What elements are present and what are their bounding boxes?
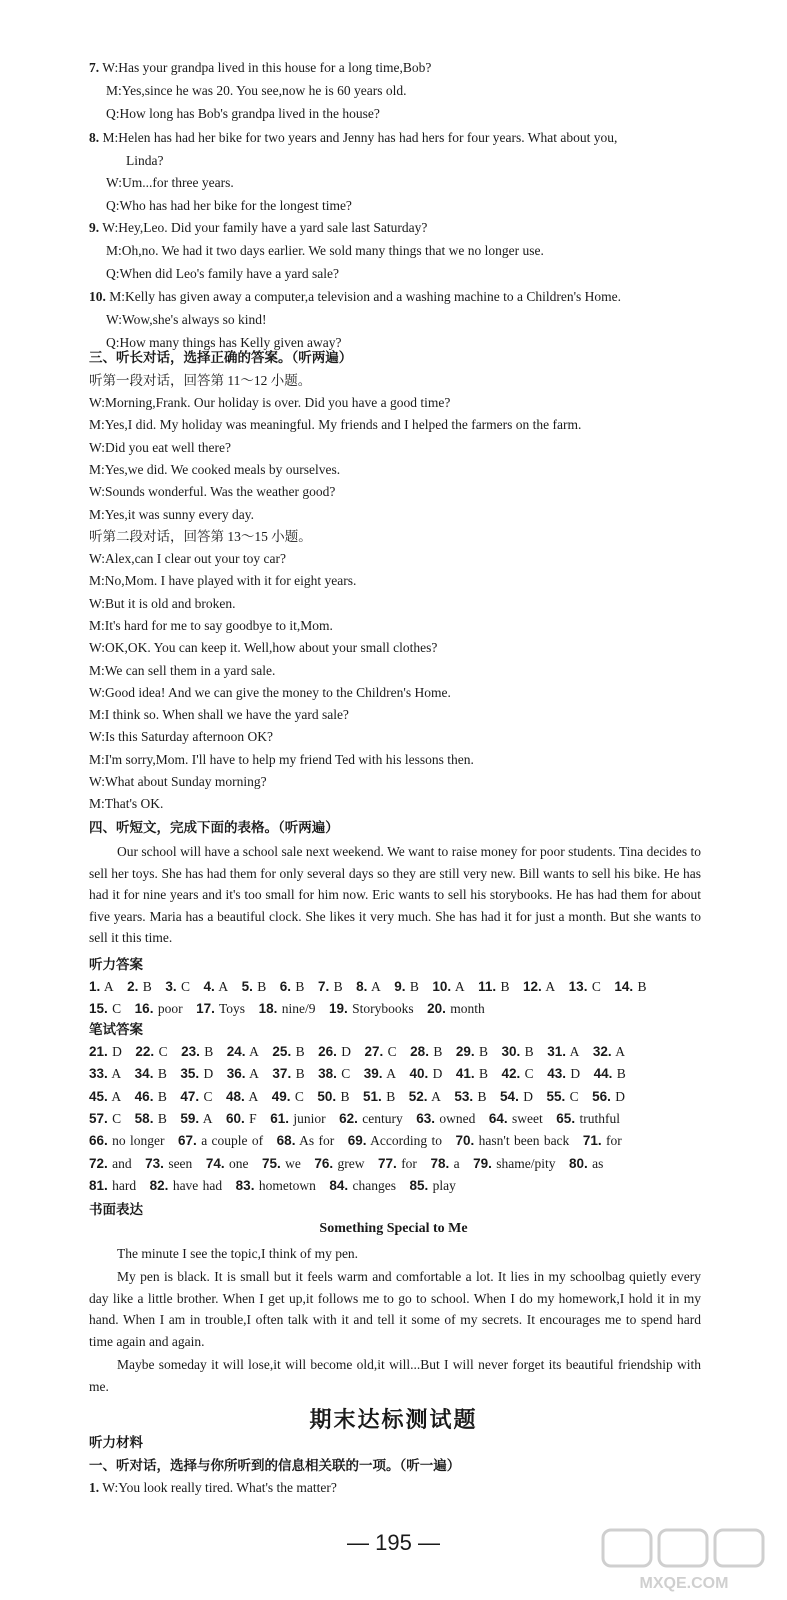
answer-number: 6. <box>279 979 292 994</box>
answer-value: D <box>341 1044 351 1059</box>
answer-value: poor <box>157 1001 183 1016</box>
answer-value: as <box>592 1155 604 1171</box>
answer-number: 63. <box>416 1110 436 1126</box>
answer-value: C <box>180 979 190 994</box>
speaker-label: M: <box>102 130 119 145</box>
answer-number: 54. <box>500 1088 519 1104</box>
answer-value: B <box>409 979 419 994</box>
answer-number: 69. <box>347 1133 367 1149</box>
dialogue-text: When did Leo's family have a yard sale? <box>119 266 339 281</box>
answer-value: D <box>615 1088 626 1104</box>
answer-value: A <box>202 1110 213 1126</box>
answer-value: changes <box>352 1177 396 1193</box>
dialogue-text: How long has Bob's grandpa lived in the house? <box>119 106 380 121</box>
answer-number: 71. <box>582 1133 602 1149</box>
answer-number: 37. <box>272 1066 292 1082</box>
answer-number: 33. <box>89 1066 108 1082</box>
answer-number: 19. <box>328 1001 348 1016</box>
dialogue-text: Kelly has given away a computer,a television and a washing machine to a Children's Home. <box>125 289 622 304</box>
dialogue-line <box>126 151 163 171</box>
answer-value: D <box>570 1066 581 1082</box>
answer-value: sweet <box>512 1110 543 1126</box>
conversation-line: M:Yes,we did. We cooked meals by ourselves. <box>89 461 341 477</box>
answer-row <box>89 1042 625 1062</box>
answer-value: grew <box>337 1155 365 1171</box>
conversation-line: M:Yes,I did. My holiday was meaningful. My friends and I helped the farmers on the farm. <box>89 417 582 433</box>
answer-number: 39. <box>363 1066 383 1082</box>
answer-value: B <box>340 1088 350 1104</box>
conversation-line: W:Good idea! And we can give the money to the Children's Home. <box>89 684 451 700</box>
answer-value: play <box>432 1177 456 1193</box>
answer-number: 31. <box>547 1044 566 1059</box>
answer-number: 47. <box>180 1088 200 1104</box>
answer-value: A <box>386 1066 396 1082</box>
conversation-line: W:OK,OK. You can keep it. Well,how about your small clothes? <box>89 640 438 656</box>
dialogue-line <box>89 218 427 238</box>
answer-number: 77. <box>378 1155 397 1171</box>
answer-value: D <box>432 1066 443 1082</box>
question-number: 1. <box>89 1480 100 1495</box>
page-number: — 195 — <box>347 1530 440 1555</box>
dialogue-text: How many things has Kelly given away? <box>119 335 342 350</box>
conversation-line: M:I'm sorry,Mom. I'll have to help my friend Ted with his lessons then. <box>89 751 474 767</box>
answer-row <box>89 999 485 1019</box>
speaker-label: Q: <box>106 198 120 213</box>
answer-value: truthful <box>579 1110 620 1126</box>
answer-number: 60. <box>226 1110 245 1126</box>
essay-title: Something Special to Me <box>319 1221 468 1236</box>
answer-value: C <box>524 1066 534 1082</box>
answer-number: 57. <box>89 1110 108 1126</box>
answer-value: A <box>218 979 229 994</box>
answer-value: Toys <box>219 1001 246 1016</box>
answer-number: 14. <box>614 979 634 994</box>
answer-number: 80. <box>569 1155 588 1171</box>
writing-title: 书面表达 <box>89 1202 143 1218</box>
final-test-title: 期末达标测试题 <box>309 1407 478 1433</box>
answer-number: 9. <box>394 979 406 994</box>
answer-value: F <box>249 1110 257 1126</box>
answer-value: no longer <box>112 1133 165 1149</box>
answer-number: 21. <box>89 1044 108 1059</box>
answer-value: B <box>500 979 510 994</box>
answer-number: 2. <box>127 979 139 994</box>
answer-number: 5. <box>241 979 253 994</box>
answer-value: A <box>569 1044 580 1059</box>
dialogue-text: Who has had her bike for the longest time? <box>119 198 352 213</box>
answer-value: B <box>295 1066 305 1082</box>
answer-number: 85. <box>409 1177 429 1193</box>
answer-number: 41. <box>455 1066 475 1082</box>
section4-title: 四、听短文，完成下面的表格。（听两遍） <box>89 820 339 836</box>
dialogue-text: Helen has had her bike for two years and Jenny has had hers for four years. What about you, <box>118 130 618 145</box>
answer-value: have had <box>172 1177 223 1193</box>
final-question-1 <box>89 1478 337 1498</box>
answer-number: 75. <box>261 1155 281 1171</box>
answer-number: 81. <box>89 1177 108 1193</box>
answer-number: 55. <box>546 1088 566 1104</box>
answer-value: C <box>203 1088 213 1104</box>
answer-number: 50. <box>317 1088 337 1104</box>
section3-sub2: 听第二段对话，回答第 13～15 小题。 <box>89 529 312 544</box>
answer-number: 65. <box>556 1110 576 1126</box>
answer-value: D <box>112 1044 122 1059</box>
answer-number: 67. <box>178 1133 197 1149</box>
answer-value: Storybooks <box>352 1001 414 1016</box>
answer-value: B <box>157 1066 167 1082</box>
answer-value: B <box>479 1066 489 1082</box>
answer-number: 7. <box>317 979 330 994</box>
answer-value: C <box>294 1088 304 1104</box>
answer-value: C <box>341 1066 351 1082</box>
answer-row <box>89 1131 622 1151</box>
answer-value: C <box>158 1044 168 1059</box>
watermark-logo <box>599 1524 769 1594</box>
answer-number: 29. <box>455 1044 475 1059</box>
answer-value: for <box>605 1133 622 1149</box>
speaker-label: W: <box>106 312 122 327</box>
essay-paragraph-3: Maybe someday it will lose,it will become old,it will...But I will never forget its beautiful friendship with me. <box>89 1357 701 1394</box>
answer-number: 15. <box>89 1001 108 1016</box>
conversation-line: W:Did you eat well there? <box>89 439 231 455</box>
answer-number: 82. <box>149 1177 169 1193</box>
speaker-label: M: <box>109 289 126 304</box>
section3-sub1: 听第一段对话，回答第 11～12 小题。 <box>89 373 312 388</box>
answer-row <box>89 1154 603 1174</box>
conversation-line: W:Alex,can I clear out your toy car? <box>89 551 287 566</box>
answer-number: 43. <box>547 1066 566 1082</box>
speaker-label: M: <box>106 83 122 98</box>
speaker-label: W: <box>102 60 119 75</box>
answer-value: According to <box>370 1133 442 1149</box>
conversation-line: W:Sounds wonderful. Was the weather good? <box>89 484 336 500</box>
answer-value: B <box>142 979 152 994</box>
answer-value: D <box>523 1088 533 1104</box>
answer-number: 66. <box>89 1133 108 1149</box>
dialogue-text: Yes,since he was 20. You see,now he is 60 years old. <box>121 83 407 98</box>
answer-value: B <box>433 1044 443 1059</box>
question-text: W:You look really tired. What's the matter? <box>102 1480 337 1495</box>
speaker-label: M: <box>106 243 122 258</box>
conversation-line: M:No,Mom. I have played with it for eight years. <box>89 573 357 589</box>
dialogue-text: Linda? <box>126 153 164 168</box>
answer-number: 32. <box>592 1044 612 1059</box>
answer-number: 36. <box>226 1066 246 1082</box>
answer-number: 42. <box>501 1066 521 1082</box>
answer-number: 10. <box>432 979 452 994</box>
final-section1-title: 一、听对话，选择与你所听到的信息相关联的一项。（听一遍） <box>89 1458 461 1474</box>
answer-number: 48. <box>226 1088 245 1104</box>
answer-number: 11. <box>478 979 497 994</box>
answer-value: B <box>477 1088 487 1104</box>
answer-value: C <box>387 1044 397 1059</box>
answer-value: B <box>295 1044 305 1059</box>
dialogue-text: Um...for three years. <box>122 175 234 190</box>
answer-number: 35. <box>180 1066 200 1082</box>
answer-number: 12. <box>523 979 542 994</box>
answer-number: 68. <box>276 1133 296 1149</box>
answer-value: A <box>111 1088 122 1104</box>
answer-value: C <box>112 1001 122 1016</box>
dialogue-line <box>106 310 266 330</box>
answer-number: 28. <box>410 1044 429 1059</box>
dialogue-line <box>89 128 617 148</box>
answer-number: 72. <box>89 1155 108 1171</box>
conversation-line: M:Yes,it was sunny every day. <box>89 506 254 522</box>
watermark-text: MXQE.COM <box>639 1575 729 1592</box>
speaker-label: Q: <box>106 335 120 350</box>
answer-number: 38. <box>318 1066 337 1082</box>
answer-value: nine/9 <box>281 1001 316 1016</box>
answer-value: A <box>249 1044 259 1059</box>
question-number: 10. <box>89 289 106 304</box>
answer-number: 56. <box>592 1088 611 1104</box>
answer-value: a <box>453 1155 460 1171</box>
question-number: 7. <box>89 60 100 75</box>
answer-number: 26. <box>318 1044 337 1059</box>
dialogue-text: Has your grandpa lived in this house for a long time,Bob? <box>118 60 432 75</box>
answer-value: hard <box>112 1177 137 1193</box>
answer-number: 16. <box>134 1001 154 1016</box>
answer-number: 52. <box>408 1088 428 1104</box>
answer-value: B <box>257 979 267 994</box>
answer-value: A <box>371 979 381 994</box>
answer-value: we <box>285 1155 301 1171</box>
answer-value: and <box>112 1155 132 1171</box>
conversation-line: W:What about Sunday morning? <box>89 774 267 789</box>
answer-number: 79. <box>473 1155 492 1171</box>
listening-material-label: 听力材料 <box>89 1435 143 1451</box>
answer-number: 1. <box>89 979 101 994</box>
answer-number: 34. <box>134 1066 154 1082</box>
answer-number: 64. <box>488 1110 508 1126</box>
section4-passage: Our school will have a school sale next weekend. We want to raise money for poor students. Tina decides to sell her toys. She has had them for only several days so they are still very new. Bill wants to sell his bike. He has had it for nine years and it's too small for him now. Eric wants to sell his storybooks. He has had them for about five years. Maria has a beautiful clock. She likes it very much. She has had it for just a month. But she wants to sell it this time. <box>89 844 701 945</box>
answer-number: 76. <box>314 1155 334 1171</box>
dialogue-line <box>106 81 407 101</box>
answer-value: junior <box>293 1110 326 1126</box>
answer-value: D <box>203 1066 214 1082</box>
answer-value: a couple of <box>201 1133 264 1149</box>
answer-value: A <box>545 979 556 994</box>
answer-number: 62. <box>339 1110 358 1126</box>
answer-value: B <box>157 1088 167 1104</box>
dialogue-text: Wow,she's always so kind! <box>122 312 267 327</box>
listening-answers-title: 听力答案 <box>89 957 143 973</box>
answer-value: seen <box>168 1155 193 1171</box>
conversation-line: M:We can sell them in a yard sale. <box>89 662 276 678</box>
answer-row <box>89 1064 626 1084</box>
conversation-line: M:I think so. When shall we have the yard sale? <box>89 707 349 723</box>
answer-value: B <box>616 1066 626 1082</box>
answer-row <box>89 1176 456 1196</box>
question-number: 9. <box>89 220 100 235</box>
answer-value: for <box>401 1155 417 1171</box>
speaker-label: Q: <box>106 266 120 281</box>
answer-number: 51. <box>363 1088 382 1104</box>
answer-value: hasn't been back <box>478 1133 570 1149</box>
essay-paragraph-2: My pen is black. It is small but it feels warm and comfortable a lot. It lies in my schoolbag quietly every day like a little brother. When I get up,it follows me to go to school. When I do my homework,I hold it in my hand. When I am in trouble,I often talk with it and tell it some of my secrets. It encourages me to spend hard time again and again. <box>89 1269 701 1349</box>
answer-number: 84. <box>329 1177 349 1193</box>
answer-number: 58. <box>134 1110 154 1126</box>
answer-value: A <box>249 1066 259 1082</box>
answer-value: A <box>111 1066 122 1082</box>
dialogue-text: Hey,Leo. Did your family have a yard sale last Saturday? <box>118 220 428 235</box>
answer-number: 78. <box>430 1155 450 1171</box>
speaker-label: Q: <box>106 106 120 121</box>
dialogue-line <box>106 264 339 284</box>
answer-number: 18. <box>258 1001 278 1016</box>
answer-value: A <box>431 1088 441 1104</box>
speaker-label: W: <box>102 220 119 235</box>
answer-row <box>89 977 647 997</box>
answer-number: 44. <box>593 1066 613 1082</box>
answer-value: As for <box>299 1133 335 1149</box>
answer-value: C <box>569 1088 579 1104</box>
answer-number: 83. <box>235 1177 255 1193</box>
answer-value: B <box>157 1110 167 1126</box>
answer-value: A <box>248 1088 259 1104</box>
answer-number: 17. <box>196 1001 215 1016</box>
answer-number: 3. <box>165 979 177 994</box>
answer-number: 40. <box>409 1066 429 1082</box>
answer-number: 27. <box>364 1044 384 1059</box>
conversation-line: W:Is this Saturday afternoon OK? <box>89 729 273 745</box>
answer-value: hometown <box>258 1177 316 1193</box>
conversation-line: W:Morning,Frank. Our holiday is over. Did you have a good time? <box>89 395 451 410</box>
answer-number: 46. <box>134 1088 154 1104</box>
answer-value: one <box>228 1155 249 1171</box>
answer-value: C <box>591 979 601 994</box>
answer-value: B <box>479 1044 489 1059</box>
answer-number: 22. <box>135 1044 155 1059</box>
dialogue-line <box>106 196 352 216</box>
answer-row <box>89 1087 625 1107</box>
speaker-label: W: <box>106 175 122 190</box>
answer-value: B <box>333 979 343 994</box>
answer-number: 23. <box>181 1044 200 1059</box>
answer-value: shame/pity <box>496 1155 556 1171</box>
answer-value: B <box>524 1044 534 1059</box>
answer-value: B <box>637 979 647 994</box>
conversation-line: M:That's OK. <box>89 796 164 812</box>
question-number: 8. <box>89 130 100 145</box>
section3-title: 三、听长对话，选择正确的答案。（听两遍） <box>89 350 353 366</box>
answer-value: A <box>103 979 114 994</box>
answer-number: 30. <box>501 1044 521 1059</box>
dialogue-line <box>89 287 621 307</box>
answer-number: 8. <box>356 979 368 994</box>
answer-value: B <box>386 1088 396 1104</box>
answer-number: 13. <box>568 979 588 994</box>
answer-number: 53. <box>454 1088 474 1104</box>
written-answers-title: 笔试答案 <box>89 1022 143 1038</box>
answer-value: A <box>615 1044 626 1059</box>
answer-value: B <box>204 1044 214 1059</box>
dialogue-text: Oh,no. We had it two days earlier. We sold many things that we no longer use. <box>121 243 544 258</box>
dialogue-line <box>106 173 234 193</box>
answer-number: 25. <box>272 1044 292 1059</box>
conversation-line: W:But it is old and broken. <box>89 595 236 611</box>
answer-number: 59. <box>180 1110 200 1126</box>
dialogue-line <box>106 241 544 261</box>
answer-value: owned <box>439 1110 476 1126</box>
answer-value: month <box>450 1001 485 1016</box>
answer-number: 61. <box>270 1110 289 1126</box>
answer-number: 70. <box>455 1133 475 1149</box>
answer-value: B <box>295 979 305 994</box>
answer-number: 45. <box>89 1088 108 1104</box>
answer-number: 4. <box>203 979 215 994</box>
dialogue-line <box>106 104 380 124</box>
answer-number: 24. <box>226 1044 246 1059</box>
answer-number: 49. <box>271 1088 291 1104</box>
answer-number: 73. <box>145 1155 164 1171</box>
answer-value: century <box>362 1110 403 1126</box>
answer-value: A <box>454 979 465 994</box>
answer-row <box>89 1109 620 1129</box>
conversation-line: M:It's hard for me to say goodbye to it,Mom. <box>89 617 333 633</box>
answer-number: 20. <box>427 1001 446 1016</box>
dialogue-line <box>89 58 431 78</box>
answer-number: 74. <box>205 1155 225 1171</box>
answer-value: C <box>112 1110 122 1126</box>
essay-paragraph-1: The minute I see the topic,I think of my pen. <box>117 1246 359 1261</box>
